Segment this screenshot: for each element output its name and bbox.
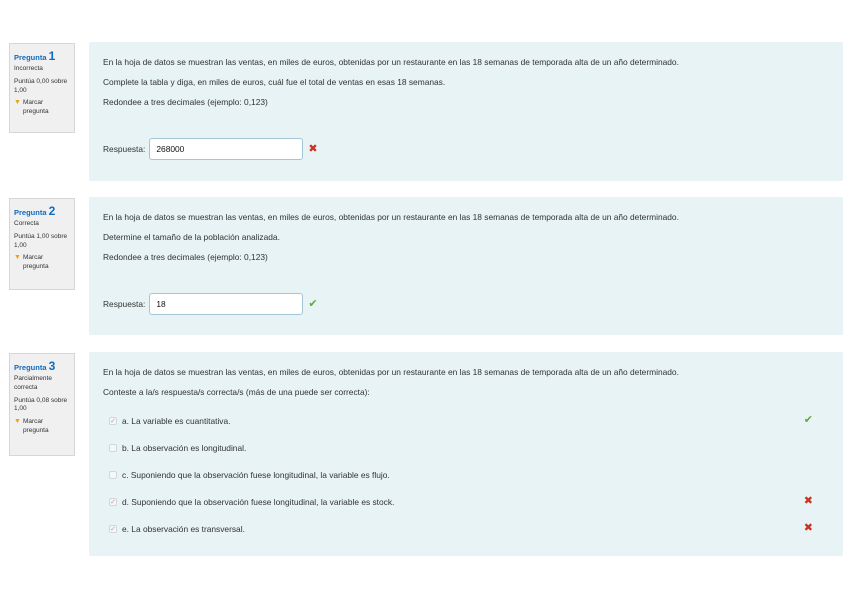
question-line: Determine el tamaño de la población analizada. — [103, 232, 280, 242]
flag-question-label: Marcar pregunta — [22, 418, 49, 435]
flag-icon: ▼ — [14, 99, 21, 107]
answer-input[interactable]: 268000 — [149, 138, 303, 160]
check-icon: ✔ — [308, 297, 318, 310]
question-content-1 — [89, 42, 843, 181]
flag-question-label: Marcar pregunta — [22, 254, 49, 271]
question-text — [103, 56, 829, 109]
option-b[interactable] — [103, 434, 829, 461]
answer-options — [103, 407, 829, 542]
option-label: a. La variable es cuantitativa. — [122, 415, 231, 426]
question-text — [103, 366, 829, 399]
question-info-3 — [9, 353, 75, 456]
question-state: Incorrecta — [14, 65, 43, 73]
question-state: Parcialmente correcta — [14, 375, 52, 391]
question-grade: Puntúa 0,08 sobre 1,00 — [14, 396, 68, 413]
question-info-2 — [9, 198, 75, 290]
question-line: En la hoja de datos se muestran las ventas, en miles de euros, obtenidas por un restaurante en las 18 semanas de temporada alta de un año determinado. — [103, 212, 679, 222]
flag-question-button[interactable] — [14, 418, 70, 436]
option-d[interactable] — [103, 488, 829, 515]
checkbox[interactable] — [109, 444, 117, 452]
checkbox[interactable] — [109, 471, 117, 479]
answer-row — [103, 138, 829, 160]
check-icon: ✔ — [803, 414, 813, 426]
question-number: Pregunta 2 — [14, 204, 56, 218]
question-number: Pregunta 3 — [14, 359, 56, 373]
question-info-1 — [9, 43, 75, 133]
flag-icon: ▼ — [14, 418, 21, 426]
question-grade: Puntúa 0,00 sobre 1,00 — [14, 77, 68, 94]
flag-icon: ▼ — [14, 254, 21, 262]
question-line: En la hoja de datos se muestran las ventas, en miles de euros, obtenidas por un restaurante en las 18 semanas de temporada alta de un año determinado. — [103, 57, 679, 67]
flag-question-label: Marcar pregunta — [22, 99, 49, 116]
question-line: Redondee a tres decimales (ejemplo: 0,123) — [103, 252, 268, 262]
option-label: e. La observación es transversal. — [122, 523, 245, 534]
flag-question-button[interactable] — [14, 254, 70, 272]
question-line: En la hoja de datos se muestran las ventas, en miles de euros, obtenidas por un restaurante en las 18 semanas de temporada alta de un año determinado. — [103, 367, 679, 377]
option-a[interactable] — [103, 407, 829, 434]
question-state: Correcta — [14, 220, 39, 228]
checkbox[interactable]: ✓ — [110, 417, 116, 425]
cross-icon: ✖ — [803, 495, 813, 507]
option-label: d. Suponiendo que la observación fuese longitudinal, la variable es stock. — [122, 496, 395, 507]
answer-input[interactable]: 18 — [149, 293, 303, 315]
question-grade: Puntúa 1,00 sobre 1,00 — [14, 232, 68, 249]
answer-label: Respuesta: — [103, 144, 146, 154]
question-line: Complete la tabla y diga, en miles de euros, cuál fue el total de ventas en esas 18 semanas. — [103, 77, 446, 87]
question-number: Pregunta 1 — [14, 49, 56, 63]
question-line: Conteste a la/s respuesta/s correcta/s (más de una puede ser correcta): — [103, 387, 370, 397]
checkbox[interactable]: ✓ — [110, 498, 116, 506]
checkbox[interactable]: ✓ — [110, 525, 116, 533]
answer-label: Respuesta: — [103, 299, 146, 309]
cross-icon: ✖ — [803, 522, 813, 534]
question-content-2 — [89, 197, 843, 335]
option-label: c. Suponiendo que la observación fuese longitudinal, la variable es flujo. — [122, 469, 390, 480]
answer-row — [103, 293, 829, 315]
cross-icon: ✖ — [308, 142, 318, 155]
option-label: b. La observación es longitudinal. — [122, 442, 247, 453]
flag-question-button[interactable] — [14, 99, 70, 117]
option-c[interactable] — [103, 461, 829, 488]
question-content-3 — [89, 352, 843, 556]
question-text — [103, 211, 829, 264]
question-line: Redondee a tres decimales (ejemplo: 0,123) — [103, 97, 268, 107]
option-e[interactable] — [103, 515, 829, 542]
